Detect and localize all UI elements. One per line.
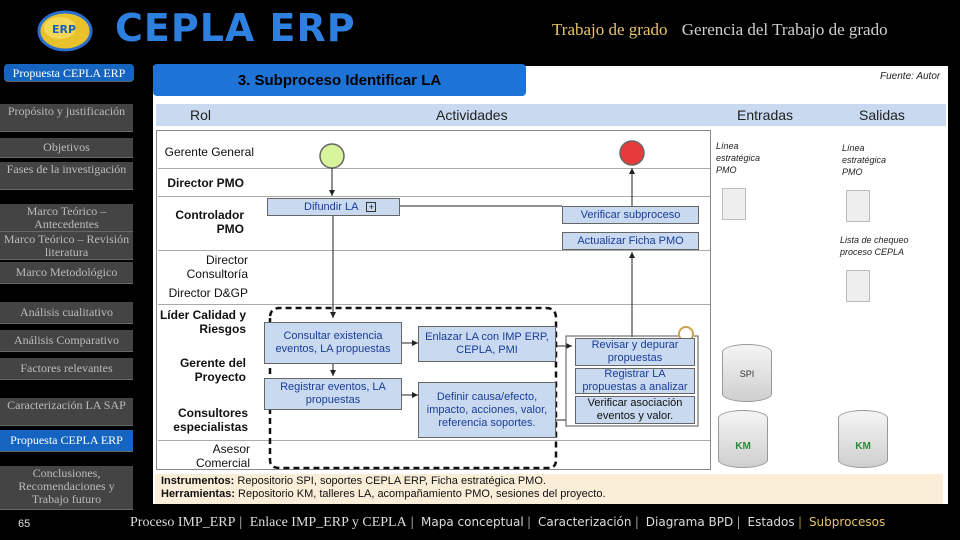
document-icon[interactable] bbox=[722, 188, 746, 220]
footer-link-diagrama[interactable]: Diagrama BPD bbox=[645, 515, 734, 529]
start-event bbox=[320, 144, 344, 168]
role-asesor-comercial: Asesor Comercial bbox=[195, 442, 250, 470]
role-director-dgp: Director D&GP bbox=[168, 286, 248, 300]
end-event bbox=[620, 141, 644, 165]
sidebar-item-objetivos[interactable]: Objetivos bbox=[0, 138, 133, 158]
role-director-pmo: Director PMO bbox=[167, 176, 244, 190]
repo-km-out-icon[interactable] bbox=[838, 410, 888, 468]
sidebar-item-marco-metodologico[interactable]: Marco Metodológico bbox=[0, 262, 133, 284]
document-icon[interactable] bbox=[846, 190, 870, 222]
footer-link-proceso[interactable]: Proceso IMP_ERP bbox=[130, 515, 236, 530]
sidebar-item-fases[interactable]: Fases de la investigación bbox=[0, 162, 133, 190]
sidebar-item-proposito[interactable]: Propósito y justificación bbox=[0, 104, 133, 132]
tools-text: Repositorio KM, talleres LA, acompañamiento PMO, sesiones del proyecto. bbox=[238, 488, 606, 500]
page-title: 3. Subproceso Identificar LA bbox=[153, 64, 526, 96]
expand-icon[interactable]: + bbox=[366, 202, 376, 212]
sidebar-item-analisis-cualitativo[interactable]: Análisis cualitativo bbox=[0, 302, 133, 324]
column-rol: Rol bbox=[190, 107, 212, 123]
repo-km-icon[interactable] bbox=[718, 410, 768, 468]
column-salidas: Salidas bbox=[859, 107, 905, 123]
activity-verificar-asociacion[interactable]: Verificar asociación eventos y valor. bbox=[575, 396, 695, 424]
tab-gerencia[interactable]: Gerencia del Trabajo de grado bbox=[681, 20, 888, 39]
role-director-consultoria: Director Consultoría bbox=[186, 253, 248, 281]
sidebar-item-analisis-comparativo[interactable]: Análisis Comparativo bbox=[0, 330, 133, 352]
footer-link-subprocesos[interactable]: Subprocesos bbox=[808, 515, 886, 529]
activity-registrar[interactable]: Registrar eventos, LA propuestas bbox=[264, 378, 402, 410]
sidebar-item-caracterizacion[interactable]: Caracterización LA SAP bbox=[0, 398, 133, 426]
instruments-label: Instrumentos: bbox=[161, 475, 235, 487]
instruments-text: Repositorio SPI, soportes CEPLA ERP, Ficha estratégica PMO. bbox=[237, 475, 546, 487]
footer-link-caracterizacion[interactable]: Caracterización bbox=[537, 515, 632, 529]
sidebar-item-marco-antecedentes[interactable]: Marco Teórico – Antecedentes bbox=[0, 204, 133, 232]
salida-lista-chequeo: Lista de chequeo proceso CEPLA bbox=[840, 235, 909, 257]
sidebar-item-factores[interactable]: Factores relevantes bbox=[0, 358, 133, 380]
role-consultores: Consultores especialistas bbox=[173, 406, 248, 434]
sidebar-item-propuesta-top[interactable]: Propuesta CEPLA ERP bbox=[4, 64, 134, 82]
role-lider-calidad: Líder Calidad y Riesgos bbox=[159, 308, 246, 336]
salida-linea-estrategica: Línea estratégica PMO bbox=[842, 143, 887, 177]
activity-actualizar-ficha[interactable]: Actualizar Ficha PMO bbox=[562, 232, 699, 250]
footer-link-mapa[interactable]: Mapa conceptual bbox=[421, 515, 524, 529]
repo-spi-label: SPI bbox=[739, 369, 755, 379]
logo-text: ERP bbox=[52, 23, 77, 36]
page-number: 65 bbox=[18, 518, 31, 530]
repo-km-label: KM bbox=[735, 441, 751, 452]
sidebar-item-conclusiones[interactable]: Conclusiones, Recomendaciones y Trabajo futuro bbox=[0, 466, 133, 510]
repo-km-out-label: KM bbox=[855, 441, 871, 452]
repo-spi-icon[interactable] bbox=[722, 344, 772, 402]
activity-verificar-subproceso[interactable]: Verificar subproceso bbox=[562, 206, 699, 224]
document-icon[interactable] bbox=[846, 270, 870, 302]
column-actividades: Actividades bbox=[436, 107, 508, 123]
entrada-linea-estrategica: Línea estratégica PMO bbox=[716, 141, 761, 175]
source-note: Fuente: Autor bbox=[880, 71, 941, 82]
tab-trabajo-de-grado[interactable]: Trabajo de grado bbox=[552, 20, 668, 39]
sidebar-item-propuesta-active[interactable]: Propuesta CEPLA ERP bbox=[0, 430, 133, 452]
activity-difundir[interactable] bbox=[267, 198, 400, 216]
role-gerente-general: Gerente General bbox=[164, 145, 254, 159]
activity-revisar[interactable]: Revisar y depurar propuestas bbox=[575, 338, 695, 366]
column-entradas: Entradas bbox=[737, 107, 794, 123]
activity-consultar[interactable]: Consultar existencia eventos, LA propuestas bbox=[264, 322, 402, 364]
brand-title: CEPLA ERP bbox=[115, 6, 356, 50]
footer-nav: Proceso IMP_ERP | Enlace IMP_ERP y CEPLA | Mapa conceptual | Caracterización | Diagrama BPD | Estados | Subprocesos bbox=[130, 515, 886, 530]
sidebar-item-marco-revision[interactable]: Marco Teórico – Revisión literatura bbox=[0, 232, 133, 260]
footer-link-enlace[interactable]: Enlace IMP_ERP y CEPLA bbox=[249, 515, 407, 530]
tools-label: Herramientas: bbox=[161, 488, 235, 500]
activity-label: Difundir LA bbox=[304, 200, 359, 213]
activity-registrar-la[interactable]: Registrar LA propuestas a analizar bbox=[575, 368, 695, 394]
activity-definir[interactable]: Definir causa/efecto, impacto, acciones, valor, referencia soportes. bbox=[418, 382, 556, 438]
role-controlador-pmo: Controlador PMO bbox=[175, 208, 244, 236]
instruments-box bbox=[155, 474, 943, 504]
activity-enlazar[interactable]: Enlazar LA con IMP ERP, CEPLA, PMI bbox=[418, 326, 556, 362]
footer-link-estados[interactable]: Estados bbox=[747, 515, 795, 529]
role-gerente-proyecto: Gerente del Proyecto bbox=[179, 356, 246, 384]
